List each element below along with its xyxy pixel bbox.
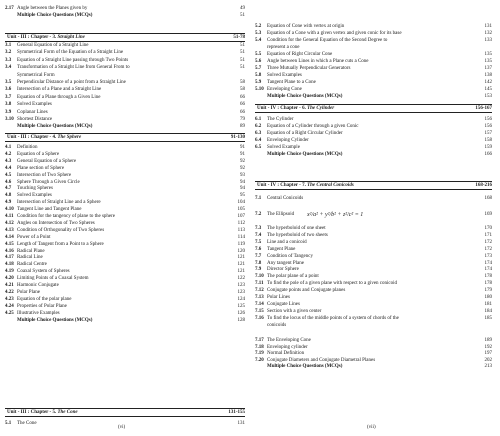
entry-title: Intersection of a Plane and a Straight Line [17, 87, 102, 93]
entry-title: Intersection of Two Sphere [17, 172, 72, 178]
entry-title: The Cone [17, 421, 37, 426]
entry-page: 173 [484, 253, 492, 259]
entry-title: Equation of Cone with vertex at origin [267, 24, 345, 29]
entry-page: 91 [240, 145, 245, 150]
entry-number: 4.5 [5, 172, 12, 178]
unit-chapter-label: Unit - III : Chapter - 3. [7, 35, 57, 40]
entry-page: 202 [484, 357, 492, 363]
entry-title: Multiple Choice Questions (MCQs) [267, 94, 343, 99]
entry-title: To find the locus of the middle points of a system of chords of the [267, 315, 399, 321]
entry-page: 145 [484, 87, 492, 92]
entry-title: Equation of a Cone with a given vertex and given conic for its base [267, 31, 402, 36]
entry-number: 5.10 [255, 87, 264, 92]
entry-number: 4.4 [5, 165, 12, 171]
page-number: (vii) [367, 425, 376, 430]
entry-title: Director Sphere [267, 267, 299, 273]
entry-number: 4.13 [5, 227, 14, 233]
entry-title: Multiple Choice Questions (MCQs) [17, 13, 93, 18]
entry-page: 51 [240, 43, 245, 48]
entry-title: Radical Centre [17, 262, 47, 268]
entry-number: 3.9 [5, 109, 12, 115]
entry-title: Angles on Intersection of Two Spheres [17, 220, 95, 226]
entry-page: 137 [484, 66, 492, 71]
entry-title: Enveloping Cone [267, 87, 302, 92]
entry-page: 121 [237, 262, 245, 268]
entry-title: Symmetrical Form [17, 72, 55, 78]
entry-title: General Equation of a Sphere [17, 158, 77, 164]
unit-chapter-title: The Cone [57, 410, 78, 415]
unit-label [257, 182, 354, 189]
entry-page: 94 [240, 186, 245, 192]
entry-number: 4.7 [5, 186, 12, 192]
entry-page: 179 [484, 288, 492, 294]
entry-page: 121 [237, 269, 245, 275]
entry-title: represent a cone [267, 45, 300, 50]
entry-title: General Equation of a Straight Line [17, 43, 89, 48]
entry-title: Radical Plane [17, 248, 45, 254]
unit-pages: 168-216 [475, 183, 492, 188]
entry-title: Line and a conicoid [267, 239, 307, 245]
unit-header [5, 133, 245, 142]
entry-title: Section with a given center [267, 308, 322, 314]
entry-title: Multiple Choice Questions (MCQs) [17, 317, 93, 323]
entry-number: 5.8 [255, 73, 262, 78]
entry-title: The hyperboloid of one sheet [267, 226, 326, 231]
entry-page: 178 [484, 274, 492, 280]
entry-page: 91 [240, 151, 245, 157]
entry-title: Three Mutually Perpendicular Generators [267, 66, 351, 71]
entry-title: Tangent Plane [267, 246, 296, 252]
entry-title: Solved Examples [17, 193, 52, 199]
entry-number: 4.15 [5, 241, 14, 247]
entry-title: Any tangent Plane [267, 260, 304, 266]
entry-number: 7.15 [255, 308, 264, 314]
entry-page: 49 [240, 6, 245, 11]
entry-page: 104 [237, 200, 245, 206]
entry-page: 92 [240, 158, 245, 164]
entry-number: 4.8 [5, 193, 12, 199]
entry-page: 131 [484, 24, 492, 29]
entry-title: Angle between Lines in which a Plane cuts a Cone [267, 59, 369, 64]
unit-chapter-title: Straight Line [57, 35, 85, 40]
entry-number: 4.14 [5, 234, 14, 240]
entry-number: 3.10 [5, 117, 14, 122]
entry-page: 174 [484, 260, 492, 266]
entry-title: The hyperboloid of two sheets [267, 232, 328, 238]
entry-number: 7.4 [255, 232, 262, 238]
entry-number: 4.9 [5, 200, 12, 206]
entry-number: 3.4 [5, 65, 12, 71]
entry-page: 142 [484, 80, 492, 85]
entry-title: Equation of a Cylinder through a given Conic [267, 123, 359, 129]
entry-page: 153 [484, 94, 492, 99]
entry-number: 7.16 [255, 315, 264, 321]
entry-title: Multiple Choice Questions (MCQs) [267, 151, 343, 157]
entry-number: 4.6 [5, 179, 12, 185]
entry-title: Length of Tangent from a Point to a Sphere [17, 241, 104, 247]
entry-number: 4.17 [5, 255, 14, 261]
entry-page: 58 [240, 80, 245, 85]
entry-page: 185 [484, 315, 492, 321]
entry-page: 119 [237, 241, 245, 247]
entry-number: 3.2 [5, 50, 12, 56]
entry-title: Condition for the tangency of plane to the sphere [17, 214, 116, 219]
unit-label [7, 34, 85, 41]
entry-page: 51 [240, 57, 245, 63]
entry-page: 172 [484, 239, 492, 245]
entry-title: Equation of a Sphere [17, 151, 60, 157]
entry-page: 168 [484, 196, 492, 201]
entry-page: 112 [237, 220, 245, 226]
entry-title: The Ellipsoid [267, 212, 295, 217]
entry-title: Equation of a Right Circular Cylinder [267, 130, 343, 136]
unit-header [5, 33, 245, 42]
entry-page: 171 [484, 232, 492, 238]
entry-number: 7.8 [255, 260, 262, 266]
entry-title: Polar Lines [267, 295, 290, 300]
entry-number: 3.8 [5, 102, 12, 108]
entry-title: Polar Plane [17, 289, 40, 295]
entry-title: Enveloping cylinder [267, 344, 308, 350]
entry-number: 4.18 [5, 262, 14, 268]
entry-page: 120 [237, 248, 245, 254]
entry-number: 7.11 [255, 281, 264, 287]
entry-number: 4.10 [5, 207, 14, 213]
entry-title: Normal Definition [267, 351, 305, 357]
entry-page: 181 [484, 301, 492, 307]
entry-title: Illustrative Examples [17, 310, 60, 316]
entry-title: Harmonic Conjugate [17, 283, 59, 288]
entry-number: 7.18 [255, 344, 264, 350]
entry-page: 156 [484, 117, 492, 122]
entry-page: 170 [484, 226, 492, 231]
unit-pages: 156-167 [475, 106, 492, 111]
entry-title: Definition [17, 145, 38, 150]
entry-title: Shortest Distance [17, 117, 53, 122]
entry-page: 113 [237, 227, 245, 233]
entry-page: 184 [484, 308, 492, 314]
entry-title: Angle between the Planes given by [17, 6, 88, 11]
entry-page: 157 [484, 130, 492, 136]
entry-page: 169 [484, 212, 492, 217]
entry-title: Plane section of Sphere [17, 165, 65, 171]
entry-number: 4.20 [5, 276, 14, 282]
entry-page: 66 [240, 102, 245, 108]
entry-number: 6.4 [255, 137, 262, 143]
entry-title: The Cylinder [267, 117, 294, 122]
entry-title: Equation of a Plane through a Given Line [17, 94, 101, 100]
entry-number: 3.1 [5, 43, 12, 48]
entry-page: 133 [484, 38, 492, 43]
entry-title: Coplanar Lines [17, 109, 48, 115]
entry-number: 5.2 [255, 24, 262, 29]
unit-chapter-title: The Cylinder [307, 106, 335, 111]
entry-page: 51 [240, 65, 245, 71]
entry-number: 7.13 [255, 295, 264, 300]
entry-page: 51 [240, 13, 245, 18]
entry-page: 93 [240, 172, 245, 178]
unit-pages: 131-155 [228, 410, 245, 415]
entry-number: 4.12 [5, 220, 14, 226]
entry-page: 166 [484, 151, 492, 157]
entry-title: Multiple Choice Questions (MCQs) [267, 364, 343, 370]
entry-number: 7.12 [255, 288, 264, 294]
entry-title: Limiting Points of a Coaxal System [17, 276, 89, 282]
entry-number: 5.4 [255, 38, 262, 43]
entry-number: 5.3 [255, 31, 262, 36]
unit-pages: 91-130 [230, 135, 245, 140]
entry-page: 126 [237, 310, 245, 316]
entry-page: 94 [240, 179, 245, 185]
entry-title: Tangent Plane to a Cone [267, 80, 316, 85]
entry-number: 5.7 [255, 66, 262, 71]
entry-title: Condition of Tangency [267, 253, 313, 259]
entry-page: 131 [237, 421, 245, 426]
unit-chapter-label: Unit - III : Chapter - 5. [7, 410, 57, 415]
entry-title: Solved Examples [17, 102, 52, 108]
entry-number: 3.5 [5, 80, 12, 85]
entry-page: 189 [484, 338, 492, 343]
entry-page: 132 [484, 31, 492, 36]
entry-number: 7.3 [255, 226, 262, 231]
entry-title: Equation of the polar plane [17, 296, 72, 302]
entry-number: 4.16 [5, 248, 14, 254]
entry-page: 197 [484, 351, 492, 357]
entry-title: Condition for the General Equation of the Second Degree to [267, 38, 388, 43]
right-page [250, 0, 500, 436]
unit-chapter-title: The Sphere [57, 135, 82, 140]
entry-number: 7.10 [255, 274, 264, 280]
entry-title: Intersection of Straight Line and a Sphere [17, 200, 101, 206]
unit-header [5, 408, 245, 417]
entry-page: 66 [240, 109, 245, 115]
unit-chapter-label: Unit - IV : Chapter - 7. [257, 183, 306, 188]
entry-page: 125 [237, 303, 245, 309]
entry-number: 5.6 [255, 59, 262, 64]
entry-number: 4.3 [5, 158, 12, 164]
entry-title: Equation of a Straight Line passing through Two Points [17, 57, 129, 63]
entry-title: The Enveloping Cone [267, 338, 311, 343]
entry-page: 156 [484, 123, 492, 129]
entry-number: 3.3 [5, 57, 12, 63]
entry-number: 5.1 [5, 421, 12, 426]
page-number: (vi) [118, 425, 126, 430]
entry-number: 4.25 [5, 310, 14, 316]
unit-label [7, 134, 81, 141]
unit-pages: 51-78 [233, 35, 245, 40]
entry-title: Central Conicoids [267, 196, 304, 201]
unit-label [257, 105, 334, 112]
toc-entry [255, 209, 492, 221]
entry-page: 178 [484, 281, 492, 287]
entry-number: 7.14 [255, 301, 264, 307]
entry-number: 7.2 [255, 212, 262, 217]
entry-page: 128 [237, 317, 245, 323]
entry-number: 4.2 [5, 151, 12, 157]
entry-number: 7.5 [255, 239, 262, 245]
entry-number: 4.19 [5, 269, 14, 275]
entry-number: 7.7 [255, 253, 262, 259]
entry-title: Enveloping Cylinder [267, 137, 309, 143]
entry-number: 6.5 [255, 144, 262, 150]
entry-page: 172 [484, 246, 492, 252]
entry-number: 6.3 [255, 130, 262, 136]
entry-number: 4.1 [5, 145, 12, 150]
entry-number: 7.1 [255, 196, 262, 201]
entry-page: 158 [484, 137, 492, 143]
entry-number: 5.9 [255, 80, 262, 85]
entry-number: 3.7 [5, 94, 12, 100]
entry-number: 4.23 [5, 296, 14, 302]
entry-page: 192 [484, 344, 492, 350]
entry-number: 2.17 [5, 6, 14, 11]
unit-chapter-title: The Central Conicoids [307, 183, 354, 188]
entry-number: 6.1 [255, 117, 262, 122]
entry-title: Power of a Point [17, 234, 51, 240]
entry-title: Multiple Choice Questions (MCQs) [17, 124, 93, 130]
entry-page: 121 [237, 255, 245, 261]
entry-title: Conjugate Lines [267, 301, 300, 307]
entry-page: 79 [240, 117, 245, 122]
entry-number: 7.6 [255, 246, 262, 252]
entry-number: 7.17 [255, 338, 264, 343]
entry-title: Perpendicular Distance of a point from a Straight Line [17, 80, 126, 85]
entry-page: 213 [484, 364, 492, 370]
entry-title: Conjugate Diameters and Conjugate Diametral Planes [267, 357, 376, 363]
entry-number: 7.19 [255, 351, 264, 357]
entry-title: Sphere Through a Given Circle [17, 179, 80, 185]
entry-page: 135 [484, 59, 492, 64]
unit-header [255, 181, 492, 190]
unit-chapter-label: Unit - III : Chapter - 4. [7, 135, 57, 140]
entry-page: 58 [240, 87, 245, 93]
entry-title: Touching Spheres [17, 186, 53, 192]
ellipsoid-formula: x²/a² + y²/b² + z²/c² = 1 [307, 212, 364, 218]
entry-page: 174 [484, 267, 492, 273]
entry-title: Radical Line [17, 255, 43, 261]
entry-number: 3.6 [5, 87, 12, 93]
entry-title: conicoids [267, 322, 287, 328]
entry-number: 4.24 [5, 303, 14, 309]
entry-page: 138 [484, 73, 492, 78]
entry-number: 5.5 [255, 52, 262, 57]
entry-page: 123 [237, 289, 245, 295]
entry-page: 107 [237, 214, 245, 219]
entry-number: 6.2 [255, 123, 262, 129]
unit-chapter-label: Unit - IV : Chapter - 6. [257, 106, 306, 111]
entry-page: 159 [484, 144, 492, 150]
entry-page: 180 [484, 295, 492, 300]
entry-page: 122 [237, 276, 245, 282]
entry-page: 105 [237, 207, 245, 213]
entry-page: 114 [237, 234, 245, 240]
entry-number: 7.20 [255, 357, 264, 363]
entry-number: 4.21 [5, 283, 14, 288]
entry-title: Condition of Orthogonality of Two Spheres [17, 227, 105, 233]
entry-title: The polar plane of a point [267, 274, 319, 280]
entry-page: 92 [240, 165, 245, 171]
entry-title: Tangent Line and Tangent Plane [17, 207, 82, 213]
unit-header [255, 104, 492, 113]
entry-number: 4.22 [5, 289, 14, 295]
entry-page: 51 [240, 50, 245, 56]
entry-page: 66 [240, 94, 245, 100]
entry-page: 95 [240, 193, 245, 199]
entry-title: Transformation of a Straight Line from General From to [17, 65, 130, 71]
entry-title: To find the pole of a given plane with respect to a given conicoid [267, 281, 398, 287]
entry-page: 89 [240, 124, 245, 130]
entry-page: 135 [484, 52, 492, 57]
entry-number: 7.9 [255, 267, 262, 273]
entry-title: Properties of Polar Plane [17, 303, 67, 309]
entry-number: 4.11 [5, 214, 14, 219]
entry-page: 124 [237, 296, 245, 302]
entry-title: Solved Example [267, 144, 300, 150]
entry-title: Solved Examples [267, 73, 302, 78]
unit-label [7, 409, 78, 416]
entry-page: 123 [237, 283, 245, 288]
entry-title: Symmetrical Form of the Equation of a Straight Line [17, 50, 124, 56]
entry-title: Coaxal System of Spheres [17, 269, 70, 275]
entry-title: Conjugate points and Conjugate planes [267, 288, 346, 294]
entry-title: Equation of Right Circular Cone [267, 52, 333, 57]
